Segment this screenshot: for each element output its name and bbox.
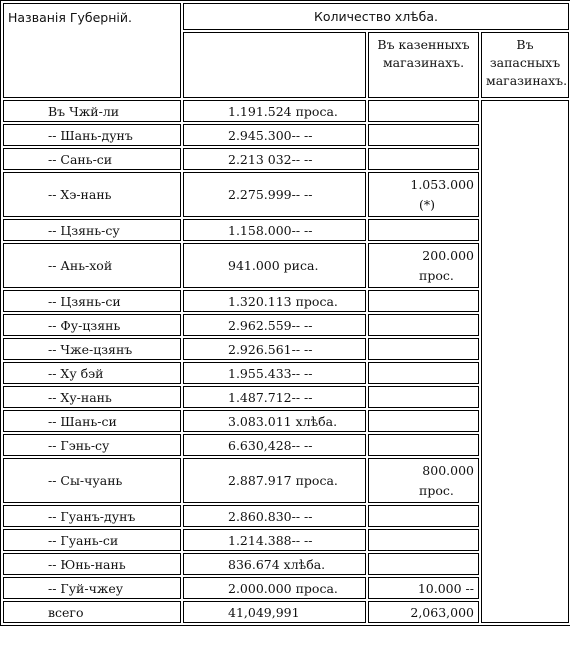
kazennye-amount — [368, 172, 479, 217]
zapasnye-column — [481, 100, 569, 623]
kazennye-amount — [368, 553, 479, 575]
province-name: -- Шань-си — [3, 410, 181, 432]
kazennye-line-1: 1.053.000 — [410, 176, 474, 192]
header-empty — [183, 32, 366, 98]
kazennye-line-2: (*) — [419, 196, 436, 212]
grain-amount: 941.000 риса. — [183, 243, 366, 288]
grain-amount: 41,049,991 — [183, 601, 366, 623]
grain-amount: 3.083.011 хлѣба. — [183, 410, 366, 432]
kazennye-line-1: 200.000 — [422, 247, 474, 263]
kazennye-amount — [368, 458, 479, 503]
kazennye-amount — [368, 434, 479, 456]
header-kazennye: Въ казенныхъ магазинахъ. — [368, 32, 479, 98]
grain-amount: 2.945.300-- -- — [183, 124, 366, 146]
header-zapasnye: Въ запасныхъ магазинахъ. — [481, 32, 569, 98]
kazennye-amount — [368, 314, 479, 336]
grain-amount: 2.887.917 проса. — [183, 458, 366, 503]
header-names: Названія Губерній. — [3, 3, 181, 98]
kazennye-amount — [368, 362, 479, 384]
kazennye-amount — [368, 410, 479, 432]
province-name: -- Ху-нань — [3, 386, 181, 408]
province-name: -- Гэнь-су — [3, 434, 181, 456]
header-row-1 — [3, 3, 569, 30]
kazennye-amount: 2,063,000 — [368, 601, 479, 623]
grain-amount: 6.630,428-- -- — [183, 434, 366, 456]
grain-amount: 2.000.000 проса. — [183, 577, 366, 599]
kazennye-line-1: 800.000 — [422, 462, 474, 478]
grain-amount: 1.320.113 проса. — [183, 290, 366, 312]
kazennye-amount — [368, 124, 479, 146]
province-name: -- Хэ-нань — [3, 172, 181, 217]
province-name: -- Цзянь-су — [3, 219, 181, 241]
kazennye-line-2: прос. — [419, 267, 454, 283]
grain-amount: 1.955.433-- -- — [183, 362, 366, 384]
province-name: -- Фу-цзянь — [3, 314, 181, 336]
kazennye-line-2: прос. — [419, 482, 454, 498]
kazennye-amount — [368, 386, 479, 408]
province-name: -- Шань-дунъ — [3, 124, 181, 146]
province-name: -- Гуанъ-дунъ — [3, 505, 181, 527]
kazennye-amount — [368, 100, 479, 122]
header-quantity: Количество хлѣба. — [183, 3, 569, 30]
grain-amount: 2.926.561-- -- — [183, 338, 366, 360]
province-name: -- Юнь-нань — [3, 553, 181, 575]
grain-amount: 1.191.524 проса. — [183, 100, 366, 122]
grain-amount: 1.487.712-- -- — [183, 386, 366, 408]
province-name: -- Гуань-си — [3, 529, 181, 551]
kazennye-amount — [368, 148, 479, 170]
province-name: Въ Чжй-ли — [3, 100, 181, 122]
province-name: всего — [3, 601, 181, 623]
kazennye-amount — [368, 338, 479, 360]
table-row — [3, 100, 569, 122]
province-name: -- Сань-си — [3, 148, 181, 170]
grain-amount: 2.213 032-- -- — [183, 148, 366, 170]
province-name: -- Чже-цзянъ — [3, 338, 181, 360]
grain-amount: 836.674 хлѣба. — [183, 553, 366, 575]
grain-amount: 2.860.830-- -- — [183, 505, 366, 527]
province-name: -- Сы-чуань — [3, 458, 181, 503]
province-name: -- Гуй-чжеу — [3, 577, 181, 599]
grain-amount: 1.158.000-- -- — [183, 219, 366, 241]
grain-amount: 2.275.999-- -- — [183, 172, 366, 217]
kazennye-amount — [368, 243, 479, 288]
kazennye-amount: 10.000 -- — [368, 577, 479, 599]
province-name: -- Ху бэй — [3, 362, 181, 384]
kazennye-amount — [368, 290, 479, 312]
grain-amount: 1.214.388-- -- — [183, 529, 366, 551]
kazennye-amount — [368, 529, 479, 551]
grain-amount: 2.962.559-- -- — [183, 314, 366, 336]
kazennye-amount — [368, 505, 479, 527]
province-name: -- Ань-хой — [3, 243, 181, 288]
kazennye-amount — [368, 219, 479, 241]
province-name: -- Цзянь-си — [3, 290, 181, 312]
